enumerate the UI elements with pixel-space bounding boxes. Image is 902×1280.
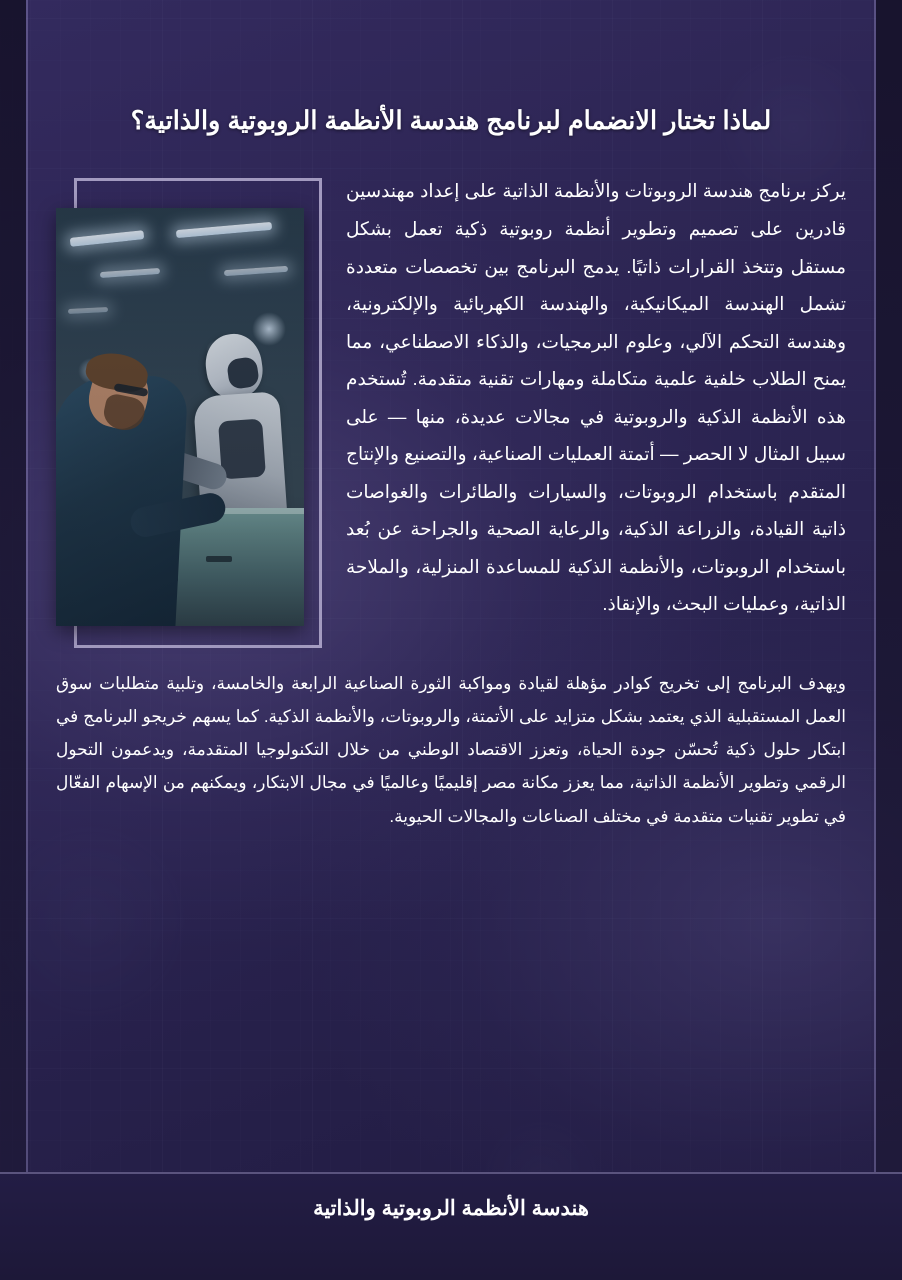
footer-program-name: هندسة الأنظمة الروبوتية والذاتية bbox=[313, 1197, 589, 1220]
intro-paragraph-text: يركز برنامج هندسة الروبوتات والأنظمة الذاتية على إعداد مهندسين قادرين على تصميم وتطوير أنظمة روبوتية ذكية تعمل بشكل مستقل وتتخذ القرارات ذاتيًا. يدمج البرنامج بين تخصصات متعددة تشمل الهندسة الميكانيكية، والهندسة الكهربائية والإلكترونية، وهندسة التحكم الآلي، وعلوم البرمجيات، والذكاء الاصطناعي، مما يمنح الطلاب خلفية علمية متكاملة ومهارات تقنية متقدمة. تُستخدم هذه الأنظمة الذكية والروبوتية في مجالات عديدة، منها — على سبيل المثال لا الحصر — أتمتة العمليات الصناعية، والتصنيع والإنتاج المتقدم باستخدام الروبوتات، والسيارات والطائرات والغواصات ذاتية القيادة، والزراعة الذكية، والرعاية الصحية والجراحة عن بُعد باستخدام الروبوتات، والأنظمة الذكية للمساعدة المنزلية، والملاحة الذاتية، وعمليات البحث، والإنقاذ. bbox=[346, 180, 846, 615]
page-title: لماذا تختار الانضمام لبرنامج هندسة الأنظمة الروبوتية والذاتية؟ bbox=[130, 107, 772, 135]
photo-canvas bbox=[56, 208, 304, 626]
photo-color-tint bbox=[56, 208, 304, 626]
intro-paragraph-block bbox=[56, 172, 846, 623]
figure-container bbox=[56, 178, 324, 648]
figure-photo bbox=[56, 208, 304, 626]
goals-paragraph-text: ويهدف البرنامج إلى تخريج كوادر مؤهلة لقيادة ومواكبة الثورة الصناعية الرابعة والخامسة، وتلبية متطلبات سوق العمل المستقبلية الذي يعتمد بشكل متزايد على الأتمتة، والروبوتات، والأنظمة الذكية. كما يسهم خريجو البرنامج في ابتكار حلول ذكية تُحسّن جودة الحياة، وتعزز الاقتصاد الوطني من خلال التكنولوجيا المتقدمة، ويدعمون التحول الرقمي وتطوير الأنظمة الذاتية، مما يعزز مكانة مصر إقليميًا وعالميًا في مجال الابتكار، ويمكنهم من الإسهام الفعّال في تطوير تقنيات متقدمة في مختلف الصناعات والمجالات الحيوية. bbox=[56, 673, 846, 826]
page-footer bbox=[0, 1172, 902, 1280]
